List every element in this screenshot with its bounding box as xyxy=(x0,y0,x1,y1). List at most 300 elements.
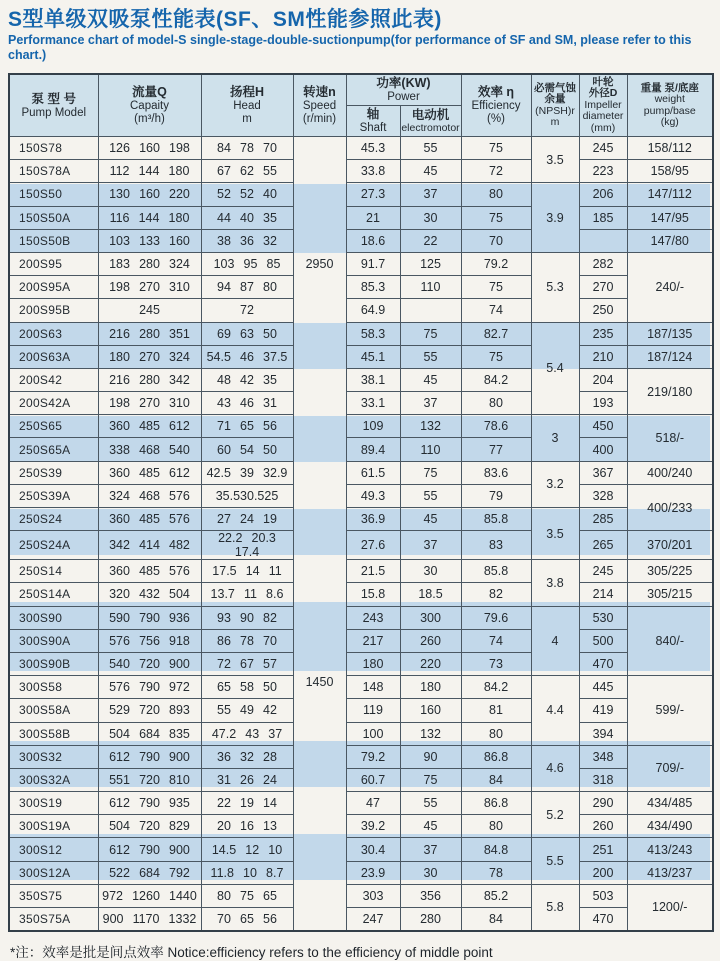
efficiency-cell: 82 xyxy=(461,583,531,606)
pump-model-cell: 250S65A xyxy=(9,438,98,461)
efficiency-cell: 75 xyxy=(461,345,531,368)
efficiency-cell: 84 xyxy=(461,768,531,791)
motor-power-cell: 30 xyxy=(400,206,461,229)
capacity-cell: 360 485 612 xyxy=(98,415,201,438)
capacity-cell: 116 144 180 xyxy=(98,206,201,229)
impeller-diameter-cell: 210 xyxy=(579,345,627,368)
motor-power-cell: 300 xyxy=(400,606,461,629)
motor-power-cell: 37 xyxy=(400,183,461,206)
npsh-cell: 4.6 xyxy=(531,745,579,791)
pump-model-cell: 300S32 xyxy=(9,745,98,768)
table-row xyxy=(9,560,713,583)
impeller-diameter-cell: 400 xyxy=(579,438,627,461)
impeller-diameter-cell: 200 xyxy=(579,861,627,884)
efficiency-cell: 84.8 xyxy=(461,838,531,861)
weight-cell: 147/112 xyxy=(627,183,713,206)
motor-power-cell: 180 xyxy=(400,676,461,699)
npsh-cell: 5.2 xyxy=(531,792,579,838)
pump-model-cell: 250S65 xyxy=(9,415,98,438)
pump-model-cell: 250S24A xyxy=(9,531,98,560)
head-cell: 22.2 20.3 17.4 xyxy=(201,531,293,560)
impeller-diameter-cell: 419 xyxy=(579,699,627,722)
table-row xyxy=(9,884,713,907)
impeller-diameter-cell: 282 xyxy=(579,252,627,275)
shaft-power-cell: 247 xyxy=(346,908,400,931)
weight-cell: 240/- xyxy=(627,252,713,322)
head-cell: 13.7 11 8.6 xyxy=(201,583,293,606)
capacity-cell: 360 485 576 xyxy=(98,508,201,531)
npsh-cell: 4 xyxy=(531,606,579,676)
head-cell: 103 95 85 xyxy=(201,252,293,275)
shaft-power-cell: 60.7 xyxy=(346,768,400,791)
pump-model-cell: 300S58A xyxy=(9,699,98,722)
table-row xyxy=(9,908,713,931)
shaft-power-cell: 38.1 xyxy=(346,368,400,391)
table-row xyxy=(9,745,713,768)
pump-model-cell: 150S78 xyxy=(9,137,98,160)
motor-power-cell: 132 xyxy=(400,415,461,438)
head-cell: 71 65 56 xyxy=(201,415,293,438)
efficiency-cell: 80 xyxy=(461,815,531,838)
impeller-diameter-cell: 250 xyxy=(579,299,627,322)
efficiency-cell: 75 xyxy=(461,276,531,299)
efficiency-cell: 83.6 xyxy=(461,461,531,484)
pump-model-cell: 300S12A xyxy=(9,861,98,884)
shaft-power-cell: 100 xyxy=(346,722,400,745)
motor-power-cell: 45 xyxy=(400,815,461,838)
table-row xyxy=(9,583,713,606)
table-header xyxy=(9,74,713,137)
head-cell: 52 52 40 xyxy=(201,183,293,206)
pump-model-cell: 150S50B xyxy=(9,229,98,252)
pump-model-cell: 300S90 xyxy=(9,606,98,629)
weight-cell: 413/243 xyxy=(627,838,713,861)
pump-model-cell: 200S95 xyxy=(9,252,98,275)
head-cell: 48 42 35 xyxy=(201,368,293,391)
shaft-power-cell: 217 xyxy=(346,629,400,652)
shaft-power-cell: 303 xyxy=(346,884,400,907)
capacity-cell: 324 468 576 xyxy=(98,484,201,507)
impeller-diameter-cell: 223 xyxy=(579,160,627,183)
shaft-power-cell: 39.2 xyxy=(346,815,400,838)
table-row xyxy=(9,252,713,275)
table-row xyxy=(9,652,713,675)
shaft-power-cell: 61.5 xyxy=(346,461,400,484)
efficiency-cell: 75 xyxy=(461,137,531,160)
efficiency-cell: 74 xyxy=(461,299,531,322)
shaft-power-cell: 21.5 xyxy=(346,560,400,583)
capacity-cell: 245 xyxy=(98,299,201,322)
efficiency-cell: 85.2 xyxy=(461,884,531,907)
table-row xyxy=(9,276,713,299)
shaft-power-cell: 21 xyxy=(346,206,400,229)
motor-power-cell xyxy=(400,299,461,322)
pump-model-cell: 200S95A xyxy=(9,276,98,299)
npsh-cell: 4.4 xyxy=(531,676,579,746)
table-row xyxy=(9,722,713,745)
head-cell: 80 75 65 xyxy=(201,884,293,907)
impeller-diameter-cell: 503 xyxy=(579,884,627,907)
capacity-cell: 112 144 180 xyxy=(98,160,201,183)
motor-power-cell: 45 xyxy=(400,368,461,391)
impeller-diameter-cell: 270 xyxy=(579,276,627,299)
shaft-power-cell: 79.2 xyxy=(346,745,400,768)
impeller-diameter-cell: 185 xyxy=(579,206,627,229)
table-row xyxy=(9,815,713,838)
table-row xyxy=(9,531,713,560)
head-cell: 67 62 55 xyxy=(201,160,293,183)
motor-power-cell: 132 xyxy=(400,722,461,745)
impeller-diameter-cell: 214 xyxy=(579,583,627,606)
shaft-power-cell: 91.7 xyxy=(346,252,400,275)
weight-cell: 413/237 xyxy=(627,861,713,884)
efficiency-cell: 84.2 xyxy=(461,368,531,391)
pump-model-cell: 250S14 xyxy=(9,560,98,583)
npsh-cell: 3.2 xyxy=(531,461,579,507)
table-row xyxy=(9,229,713,252)
motor-power-cell: 55 xyxy=(400,792,461,815)
pump-model-cell: 250S24 xyxy=(9,508,98,531)
table-row xyxy=(9,392,713,415)
pump-model-cell: 350S75 xyxy=(9,884,98,907)
weight-cell: 219/180 xyxy=(627,368,713,414)
weight-cell: 187/135 xyxy=(627,322,713,345)
pump-model-cell: 300S12 xyxy=(9,838,98,861)
shaft-power-cell: 148 xyxy=(346,676,400,699)
weight-cell: 147/95 xyxy=(627,206,713,229)
head-cell: 17.5 14 11 xyxy=(201,560,293,583)
shaft-power-cell: 30.4 xyxy=(346,838,400,861)
motor-power-cell: 220 xyxy=(400,652,461,675)
weight-cell: 709/- xyxy=(627,745,713,791)
efficiency-cell: 73 xyxy=(461,652,531,675)
npsh-cell: 5.8 xyxy=(531,884,579,930)
efficiency-cell: 83 xyxy=(461,531,531,560)
efficiency-cell: 80 xyxy=(461,183,531,206)
npsh-cell: 3.9 xyxy=(531,183,579,253)
impeller-diameter-cell: 251 xyxy=(579,838,627,861)
shaft-power-cell: 23.9 xyxy=(346,861,400,884)
col-header-motor: 电动机 electromotor xyxy=(400,106,461,137)
shaft-power-cell: 18.6 xyxy=(346,229,400,252)
impeller-diameter-cell: 206 xyxy=(579,183,627,206)
impeller-diameter-cell: 530 xyxy=(579,606,627,629)
npsh-cell: 5.5 xyxy=(531,838,579,884)
capacity-cell: 522 684 792 xyxy=(98,861,201,884)
head-cell: 36 32 28 xyxy=(201,745,293,768)
shaft-power-cell: 243 xyxy=(346,606,400,629)
weight-cell: 158/112 xyxy=(627,137,713,160)
head-cell: 35.530.525 xyxy=(201,484,293,507)
pump-model-cell: 300S19 xyxy=(9,792,98,815)
col-header-capacity: 流量Q Capaity (m³/h) xyxy=(98,74,201,137)
shaft-power-cell: 45.3 xyxy=(346,137,400,160)
head-cell: 14.5 12 10 xyxy=(201,838,293,861)
col-header-efficiency: 效率 η Efficiency (%) xyxy=(461,74,531,137)
speed-value: 2950 xyxy=(305,257,334,271)
table-row xyxy=(9,322,713,345)
motor-power-cell: 18.5 xyxy=(400,583,461,606)
pump-model-cell: 200S42 xyxy=(9,368,98,391)
efficiency-cell: 79 xyxy=(461,484,531,507)
table-row xyxy=(9,768,713,791)
pump-model-cell: 150S78A xyxy=(9,160,98,183)
weight-cell: 400/240 xyxy=(627,461,713,484)
shaft-power-cell: 119 xyxy=(346,699,400,722)
col-header-weight: 重量 泵/底座 weight pump/base (kg) xyxy=(627,74,713,137)
motor-power-cell: 75 xyxy=(400,768,461,791)
efficiency-cell: 80 xyxy=(461,722,531,745)
motor-power-cell: 22 xyxy=(400,229,461,252)
head-cell: 43 46 31 xyxy=(201,392,293,415)
table-row xyxy=(9,368,713,391)
efficiency-cell: 85.8 xyxy=(461,508,531,531)
speed-value: 1450 xyxy=(305,674,334,689)
capacity-cell: 198 270 310 xyxy=(98,392,201,415)
pump-model-cell: 250S39A xyxy=(9,484,98,507)
table-row xyxy=(9,629,713,652)
performance-table xyxy=(8,73,712,932)
impeller-diameter-cell: 450 xyxy=(579,415,627,438)
npsh-cell: 5.3 xyxy=(531,252,579,322)
table-row xyxy=(9,438,713,461)
impeller-diameter-cell: 285 xyxy=(579,508,627,531)
pump-model-cell: 300S58B xyxy=(9,722,98,745)
shaft-power-cell: 33.1 xyxy=(346,392,400,415)
pump-model-cell: 300S90B xyxy=(9,652,98,675)
capacity-cell: 180 270 324 xyxy=(98,345,201,368)
efficiency-cell: 72 xyxy=(461,160,531,183)
col-header-power: 功率(KW) Power xyxy=(346,74,461,106)
table-row xyxy=(9,676,713,699)
head-cell: 11.8 10 8.7 xyxy=(201,861,293,884)
impeller-diameter-cell: 260 xyxy=(579,815,627,838)
capacity-cell: 342 414 482 xyxy=(98,531,201,560)
shaft-power-cell: 47 xyxy=(346,792,400,815)
weight-cell: 518/- xyxy=(627,415,713,461)
capacity-cell: 126 160 198 xyxy=(98,137,201,160)
npsh-cell: 3.5 xyxy=(531,508,579,560)
motor-power-cell: 37 xyxy=(400,838,461,861)
capacity-cell: 612 790 900 xyxy=(98,838,201,861)
npsh-cell: 5.4 xyxy=(531,322,579,415)
shaft-power-cell: 85.3 xyxy=(346,276,400,299)
pump-performance-table xyxy=(8,73,714,932)
weight-cell: 370/201 xyxy=(627,531,713,560)
motor-power-cell: 55 xyxy=(400,137,461,160)
weight-cell: 305/225 xyxy=(627,560,713,583)
efficiency-cell: 84.2 xyxy=(461,676,531,699)
head-cell: 93 90 82 xyxy=(201,606,293,629)
page-title: S型单级双吸泵性能表(SF、SM性能参照此表) xyxy=(8,8,442,31)
impeller-diameter-cell: 500 xyxy=(579,629,627,652)
impeller-diameter-cell: 245 xyxy=(579,560,627,583)
impeller-diameter-cell xyxy=(579,229,627,252)
capacity-cell: 338 468 540 xyxy=(98,438,201,461)
capacity-cell: 529 720 893 xyxy=(98,699,201,722)
head-cell: 42.5 39 32.9 xyxy=(201,461,293,484)
efficiency-cell: 70 xyxy=(461,229,531,252)
motor-power-cell: 125 xyxy=(400,252,461,275)
weight-cell: 434/490 xyxy=(627,815,713,838)
weight-cell: 147/80 xyxy=(627,229,713,252)
motor-power-cell: 90 xyxy=(400,745,461,768)
motor-power-cell: 75 xyxy=(400,461,461,484)
shaft-power-cell: 27.6 xyxy=(346,531,400,560)
impeller-diameter-cell: 318 xyxy=(579,768,627,791)
pump-model-cell: 200S63A xyxy=(9,345,98,368)
weight-cell: 187/124 xyxy=(627,345,713,368)
col-header-impeller: 叶轮 外径D Impeller diameter (mm) xyxy=(579,74,627,137)
capacity-cell: 551 720 810 xyxy=(98,768,201,791)
efficiency-cell: 74 xyxy=(461,629,531,652)
pump-model-cell: 200S63 xyxy=(9,322,98,345)
capacity-cell: 360 485 576 xyxy=(98,560,201,583)
capacity-cell: 183 280 324 xyxy=(98,252,201,275)
head-cell: 31 26 24 xyxy=(201,768,293,791)
pump-model-cell: 150S50 xyxy=(9,183,98,206)
table-row xyxy=(9,838,713,861)
impeller-diameter-cell: 470 xyxy=(579,652,627,675)
shaft-power-cell: 33.8 xyxy=(346,160,400,183)
shaft-power-cell: 64.9 xyxy=(346,299,400,322)
capacity-cell: 198 270 310 xyxy=(98,276,201,299)
head-cell: 84 78 70 xyxy=(201,137,293,160)
col-header-shaft: 轴 Shaft xyxy=(346,106,400,137)
npsh-cell: 3 xyxy=(531,415,579,461)
motor-power-cell: 110 xyxy=(400,438,461,461)
table-row xyxy=(9,508,713,531)
impeller-diameter-cell: 204 xyxy=(579,368,627,391)
capacity-cell: 504 684 835 xyxy=(98,722,201,745)
impeller-diameter-cell: 328 xyxy=(579,484,627,507)
capacity-cell: 216 280 342 xyxy=(98,368,201,391)
head-cell: 55 49 42 xyxy=(201,699,293,722)
head-cell: 22 19 14 xyxy=(201,792,293,815)
efficiency-cell: 82.7 xyxy=(461,322,531,345)
pump-model-cell: 300S32A xyxy=(9,768,98,791)
motor-power-cell: 280 xyxy=(400,908,461,931)
impeller-diameter-cell: 235 xyxy=(579,322,627,345)
efficiency-cell: 85.8 xyxy=(461,560,531,583)
capacity-cell: 576 790 972 xyxy=(98,676,201,699)
table-row xyxy=(9,484,713,507)
head-cell: 54.5 46 37.5 xyxy=(201,345,293,368)
pump-model-cell: 300S58 xyxy=(9,676,98,699)
impeller-diameter-cell: 348 xyxy=(579,745,627,768)
capacity-cell: 540 720 900 xyxy=(98,652,201,675)
table-row xyxy=(9,137,713,160)
efficiency-cell: 78.6 xyxy=(461,415,531,438)
capacity-cell: 590 790 936 xyxy=(98,606,201,629)
motor-power-cell: 30 xyxy=(400,560,461,583)
motor-power-cell: 37 xyxy=(400,531,461,560)
motor-power-cell: 110 xyxy=(400,276,461,299)
npsh-cell: 3.5 xyxy=(531,137,579,183)
footnote: *注：效率是批是间点效率 Notice:efficiency refers to the efficiency of middle point xyxy=(10,944,493,960)
motor-power-cell: 260 xyxy=(400,629,461,652)
capacity-cell: 612 790 900 xyxy=(98,745,201,768)
shaft-power-cell: 45.1 xyxy=(346,345,400,368)
capacity-cell: 900 1170 1332 xyxy=(98,908,201,931)
motor-power-cell: 55 xyxy=(400,345,461,368)
table-row xyxy=(9,606,713,629)
motor-power-cell: 45 xyxy=(400,160,461,183)
col-header-pump-model: 泵 型 号 Pump Model xyxy=(9,74,98,137)
shaft-power-cell: 180 xyxy=(346,652,400,675)
head-cell: 44 40 35 xyxy=(201,206,293,229)
capacity-cell: 216 280 351 xyxy=(98,322,201,345)
efficiency-cell: 86.8 xyxy=(461,745,531,768)
weight-cell: 599/- xyxy=(627,676,713,746)
efficiency-cell: 84 xyxy=(461,908,531,931)
head-cell: 38 36 32 xyxy=(201,229,293,252)
pump-model-cell: 200S42A xyxy=(9,392,98,415)
capacity-cell: 612 790 935 xyxy=(98,792,201,815)
capacity-cell: 320 432 504 xyxy=(98,583,201,606)
table-row xyxy=(9,160,713,183)
efficiency-cell: 81 xyxy=(461,699,531,722)
capacity-cell: 576 756 918 xyxy=(98,629,201,652)
head-cell: 94 87 80 xyxy=(201,276,293,299)
efficiency-cell: 78 xyxy=(461,861,531,884)
col-header-head: 扬程H Head m xyxy=(201,74,293,137)
efficiency-cell: 79.6 xyxy=(461,606,531,629)
table-row xyxy=(9,183,713,206)
table-row xyxy=(9,415,713,438)
pump-model-cell: 150S50A xyxy=(9,206,98,229)
impeller-diameter-cell: 394 xyxy=(579,722,627,745)
efficiency-cell: 75 xyxy=(461,206,531,229)
efficiency-cell: 79.2 xyxy=(461,252,531,275)
shaft-power-cell: 27.3 xyxy=(346,183,400,206)
shaft-power-cell: 89.4 xyxy=(346,438,400,461)
head-cell: 27 24 19 xyxy=(201,508,293,531)
head-cell: 72 67 57 xyxy=(201,652,293,675)
pump-model-cell: 250S39 xyxy=(9,461,98,484)
head-cell: 72 xyxy=(201,299,293,322)
motor-power-cell: 160 xyxy=(400,699,461,722)
capacity-cell: 130 160 220 xyxy=(98,183,201,206)
impeller-diameter-cell: 290 xyxy=(579,792,627,815)
col-header-npsh: 必需气蚀 余量 (NPSH)r m xyxy=(531,74,579,137)
impeller-diameter-cell: 193 xyxy=(579,392,627,415)
efficiency-cell: 77 xyxy=(461,438,531,461)
efficiency-cell: 80 xyxy=(461,392,531,415)
head-cell: 86 78 70 xyxy=(201,629,293,652)
weight-cell: 1200/- xyxy=(627,884,713,930)
pump-model-cell: 300S90A xyxy=(9,629,98,652)
efficiency-cell: 86.8 xyxy=(461,792,531,815)
head-cell: 65 58 50 xyxy=(201,676,293,699)
npsh-cell: 3.8 xyxy=(531,560,579,606)
col-header-speed: 转速n Speed (r/min) xyxy=(293,74,346,137)
table-row xyxy=(9,345,713,368)
table-row xyxy=(9,861,713,884)
weight-cell: 434/485 xyxy=(627,792,713,815)
shaft-power-cell: 109 xyxy=(346,415,400,438)
motor-power-cell: 356 xyxy=(400,884,461,907)
table-row xyxy=(9,699,713,722)
head-cell: 20 16 13 xyxy=(201,815,293,838)
motor-power-cell: 75 xyxy=(400,322,461,345)
table-row xyxy=(9,792,713,815)
table-row xyxy=(9,206,713,229)
capacity-cell: 504 720 829 xyxy=(98,815,201,838)
impeller-diameter-cell: 245 xyxy=(579,137,627,160)
weight-cell: 305/215 xyxy=(627,583,713,606)
capacity-cell: 972 1260 1440 xyxy=(98,884,201,907)
